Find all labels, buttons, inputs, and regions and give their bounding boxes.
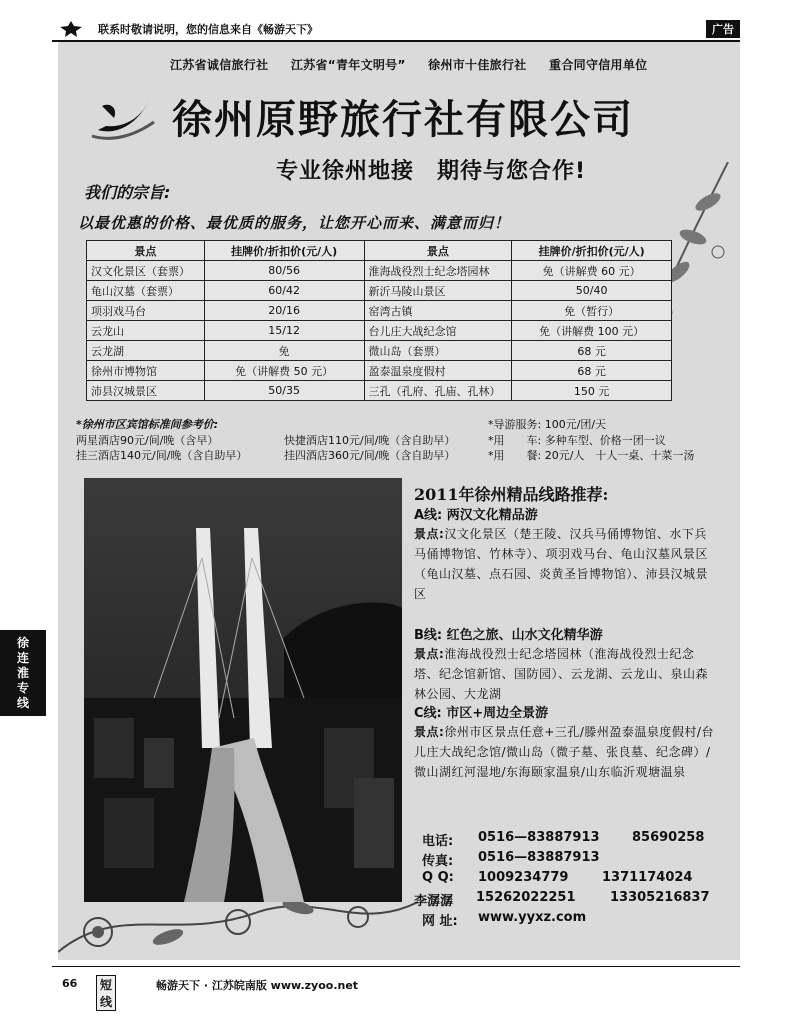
contact-value: 0516—83887913	[478, 850, 600, 865]
aim-title: 我们的宗旨:	[84, 183, 171, 202]
hotel-title: *徐州市区宾馆标准间参考价:	[76, 418, 219, 431]
contact-website	[422, 910, 587, 929]
hotel-item: 挂四酒店360元/间/晚（含自助早）	[284, 449, 456, 462]
table-cell: 免（讲解费 50 元）	[204, 361, 364, 381]
table-cell: 68 元	[512, 341, 672, 361]
table-cell: 150 元	[512, 381, 672, 401]
contact-value: 1009234779	[478, 870, 569, 885]
company-name: 徐州原野旅行社有限公司	[172, 96, 634, 143]
table-cell: 窑湾古镇	[364, 301, 512, 321]
route-text: 徐州市区景点任意+三孔/滕州盈泰温泉度假村/台儿庄大战纪念馆/微山岛（微子墓、张良墓、纪念碑）/微山湖红河湿地/东海颐家温泉/山东临沂观塘温泉	[414, 725, 714, 779]
table-cell: 新沂马陵山景区	[364, 281, 512, 301]
service-item: *用 餐: 20元/人 十人一桌、十菜一汤	[488, 449, 695, 462]
table-row	[87, 301, 672, 321]
table-cell: 20/16	[204, 301, 364, 321]
table-cell: 龟山汉墓（套票）	[87, 281, 205, 301]
route-a-title: A线: 两汉文化精品游	[414, 508, 538, 523]
table-cell: 免	[204, 341, 364, 361]
service-item: *用 车: 多种车型、价格一团一议	[488, 434, 666, 447]
table-row	[87, 281, 672, 301]
table-cell: 15/12	[204, 321, 364, 341]
contact-value: 0516—83887913	[478, 830, 600, 845]
divider	[52, 966, 740, 967]
table-row	[87, 341, 672, 361]
top-bar	[52, 18, 740, 40]
page-number: 66	[62, 977, 78, 990]
aim-text: 以最优惠的价格、最优质的服务，让您开心而来、满意而归！	[78, 214, 511, 232]
column-header: 景点	[87, 241, 205, 261]
table-cell: 68 元	[512, 361, 672, 381]
table-cell: 云龙山	[87, 321, 205, 341]
table-cell: 项羽戏马台	[87, 301, 205, 321]
column-header: 景点	[364, 241, 512, 261]
table-row	[87, 381, 672, 401]
table-row	[87, 321, 672, 341]
contact-label: 李潺潺	[414, 894, 454, 909]
ad-tag: 广告	[706, 20, 740, 38]
table-row	[87, 361, 672, 381]
contact-value: 85690258	[632, 830, 705, 845]
contact-person	[414, 890, 710, 909]
column-header: 挂牌价/折扣价(元/人)	[512, 241, 672, 261]
table-cell: 台儿庄大战纪念馆	[364, 321, 512, 341]
price-table	[86, 240, 672, 401]
table-cell: 免（暂行）	[512, 301, 672, 321]
route-label: 景点:	[414, 647, 445, 661]
route-text: 淮海战役烈士纪念塔园林（淮海战役烈士纪念塔、纪念馆新馆、国防园）、云龙湖、云龙山、泉山森林公园、大龙湖	[414, 647, 709, 701]
honors-line	[170, 56, 665, 73]
contact-label: 传真:	[422, 854, 454, 869]
table-row	[87, 261, 672, 281]
route-label: 景点:	[414, 527, 445, 541]
contact-label: Q Q:	[422, 870, 454, 885]
contact-fax	[422, 850, 600, 869]
contact-value: 1371174024	[602, 870, 693, 885]
advertisement	[58, 42, 740, 960]
magazine-info: 畅游天下 · 江苏皖南版 www.zyoo.net	[156, 979, 359, 992]
route-c-title: C线: 市区+周边全景游	[414, 706, 549, 721]
table-cell: 云龙湖	[87, 341, 205, 361]
table-cell: 微山岛（套票）	[364, 341, 512, 361]
table-cell: 三孔（孔府、孔庙、孔林）	[364, 381, 512, 401]
honor-item: 江苏省诚信旅行社	[170, 58, 269, 72]
route-c-desc	[414, 722, 716, 782]
table-cell: 免（讲解费 100 元）	[512, 321, 672, 341]
table-cell: 汉文化景区（套票）	[87, 261, 205, 281]
route-label: 景点:	[414, 725, 445, 739]
route-b-title: B线: 红色之旅、山水文化精华游	[414, 628, 603, 643]
route-b-desc	[414, 644, 716, 704]
route-a-desc	[414, 524, 716, 604]
table-cell: 淮海战役烈士纪念塔园林	[364, 261, 512, 281]
table-cell: 50/40	[512, 281, 672, 301]
service-item: *导游服务: 100元/团/天	[488, 418, 607, 431]
contact-qq	[422, 870, 693, 885]
contact-label: 网 址:	[422, 914, 458, 929]
contact-note: 联系时敬请说明，您的信息来自《畅游天下》	[98, 23, 318, 36]
contact-value: 13305216837	[610, 890, 710, 905]
contact-label: 电话:	[422, 834, 454, 849]
slogan: 专业徐州地接 期待与您合作!	[276, 159, 587, 184]
table-cell: 50/35	[204, 381, 364, 401]
website-link[interactable]: www.yyxz.com	[478, 910, 587, 925]
table-cell: 盈泰温泉度假村	[364, 361, 512, 381]
section-side-tab: 徐 连 淮 专 线	[0, 630, 46, 716]
table-cell: 免（讲解费 60 元）	[512, 261, 672, 281]
table-cell: 80/56	[204, 261, 364, 281]
honor-item: 重合同守信用单位	[549, 58, 648, 72]
hotel-item: 挂三酒店140元/间/晚（含自助早）	[76, 449, 248, 462]
honor-item: 徐州市十佳旅行社	[428, 58, 527, 72]
table-cell: 徐州市博物馆	[87, 361, 205, 381]
hotel-item: 两星酒店90元/间/晚（含早）	[76, 434, 219, 447]
hotel-item: 快捷酒店110元/间/晚（含自助早）	[284, 434, 456, 447]
company-logo-icon	[88, 92, 158, 142]
route-text: 汉文化景区（楚王陵、汉兵马俑博物馆、水下兵马俑博物馆、竹林寺）、项羽戏马台、龟山汉墓风景区（龟山汉墓、点石园、炎黄圣旨博物馆）、沛县汉城景区	[414, 527, 709, 601]
section-label: 短线	[96, 975, 116, 1011]
magazine-logo-icon	[60, 21, 82, 37]
bridge-night-photo	[84, 478, 402, 902]
contact-value: 15262022251	[476, 890, 576, 905]
column-header: 挂牌价/折扣价(元/人)	[204, 241, 364, 261]
table-header-row	[87, 241, 672, 261]
table-cell: 60/42	[204, 281, 364, 301]
honor-item: 江苏省“青年文明号”	[290, 58, 406, 72]
contact-phone	[422, 830, 705, 849]
table-cell: 沛县汉城景区	[87, 381, 205, 401]
routes-title: 2011年徐州精品线路推荐:	[414, 485, 609, 504]
